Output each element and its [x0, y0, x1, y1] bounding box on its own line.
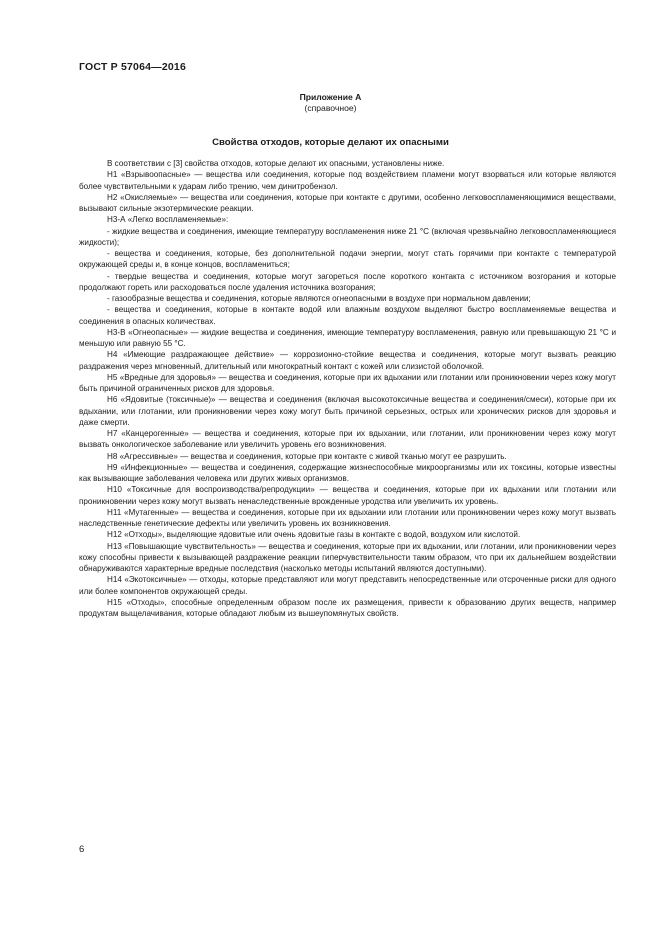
list-item: - вещества и соединения, которые в контакте водой или влажным воздухом выделяют быстро воспламеняемые вещества и соединения в опасных количествах. — [79, 305, 616, 326]
annex-title: Свойства отходов, которые делают их опасными — [212, 137, 449, 148]
paragraph: Н9 «Инфекционные» — вещества и соединения, содержащие жизнеспособные микроорганизмы или их токсины, которые известны как вызывающие заболевания человека или других живых организмов. — [79, 462, 616, 483]
paragraph: Н7 «Канцерогенные» — вещества и соединения, которые при их вдыхании, или глотании, или проникновении через кожу могут вызвать онкологическое заболевание или увеличить уровень его возникновения. — [79, 429, 616, 450]
annex-label: Приложение А — [299, 92, 362, 102]
paragraph: Н15 «Отходы», способные определенным образом после их размещения, привести к образованию других веществ, например продуктам выщелачивания, которые обладают любым из вышеупомянутых свойств. — [79, 597, 616, 618]
annex-heading — [0, 92, 661, 114]
list-item: - газообразные вещества и соединения, которые являются огнеопасными в воздухе при нормальном давлении; — [107, 294, 531, 303]
annex-type: (справочное) — [304, 103, 357, 113]
paragraph: Н6 «Ядовитые (токсичные)» — вещества и соединения (включая высокотоксичные вещества и соединения/смеси), которые при их вдыхании, или глотании, или проникновении через кожу могут быть причиной серьезных, острых или хронических рисков для здоровья и даже смерти. — [79, 395, 616, 427]
list-item: - вещества и соединения, которые, без дополнительной подачи энергии, могут стать горячими при контакте с температурой окружающей среды и, в конце концов, воспламениться; — [79, 249, 616, 270]
paragraph: Н14 «Экотоксичные» — отходы, которые представляют или могут представить непосредственные или отсроченные риски для одного или более компонентов окружающей среды. — [79, 575, 616, 596]
paragraph: Н10 «Токсичные для воспроизводства/репродукции» — вещества и соединения, которые при их вдыхании или глотании или проникновении через кожу могут вызвать ненаследственные врожденные уродства или увеличить их уровень. — [79, 485, 616, 506]
paragraph: Н12 «Отходы», выделяющие ядовитые или очень ядовитые газы в контакте с водой, воздухом или кислотой. — [107, 530, 521, 540]
page-number: 6 — [79, 844, 85, 855]
list-item: - твердые вещества и соединения, которые могут загореться после короткого контакта с источником возгорания и которые продолжают гореть или расходоваться после удаления источника возгорания; — [79, 271, 616, 292]
paragraph: Н4 «Имеющие раздражающее действие» — коррозионно-стойкие вещества и соединения, которые могут вызвать реакцию раздражения через мгновенный, длительный или многократный контакт с кожей или слизистой оболочкой. — [79, 350, 616, 371]
paragraph: Н2 «Окисляемые» — вещества или соединения, которые при контакте с другими, особенно легковоспламеняющимися веществами, вызывают сильные экзотермические реакции. — [79, 192, 616, 213]
paragraph: Н11 «Мутагенные» — вещества и соединения, которые при их вдыхании или глотании или проникновении через кожу могут вызвать наследственные генетические дефекты или увеличить уровень их возникновения. — [79, 507, 616, 528]
paragraph: Н3-В «Огнеопасные» — жидкие вещества и соединения, имеющие температуру воспламенения, равную или превышающую 21 °C и меньшую или равную 55 °C. — [79, 327, 616, 348]
document-body — [79, 158, 616, 619]
paragraph: Н1 «Взрывоопасные» — вещества или соединения, которые под воздействием пламени могут взорваться или которые являются более чувствительными к ударам либо трению, чем динитробензол. — [79, 170, 616, 191]
paragraph: Н5 «Вредные для здоровья» — вещества и соединения, которые при их вдыхании или глотании или проникновении через кожу могут быть причиной ограниченных рисков для здоровья. — [79, 372, 616, 393]
paragraph: В соответствии с [3] свойства отходов, которые делают их опасными, установлены ниже. — [107, 159, 445, 168]
paragraph: Н8 «Агрессивные» — вещества и соединения, которые при контакте с живой тканью могут ее разрушить. — [107, 451, 507, 461]
paragraph: Н3-А «Легко воспламеняемые»: — [107, 215, 229, 225]
standard-header: ГОСТ Р 57064—2016 — [79, 61, 187, 73]
list-item: - жидкие вещества и соединения, имеющие температуру воспламенения ниже 21 °C (включая чрезвычайно легковоспламеняющиеся жидкости); — [79, 226, 616, 247]
paragraph: Н13 «Повышающие чувствительность» — вещества и соединения, которые при их вдыхании, или глотании, или проникновении через кожу способны привести к вызывающей раздражение реакции гиперчувствительности таким образом, что при их дальнейшем воздействии обнаруживаются характерные вредные последствия (насколько методы испытаний являются доступными). — [79, 541, 616, 573]
